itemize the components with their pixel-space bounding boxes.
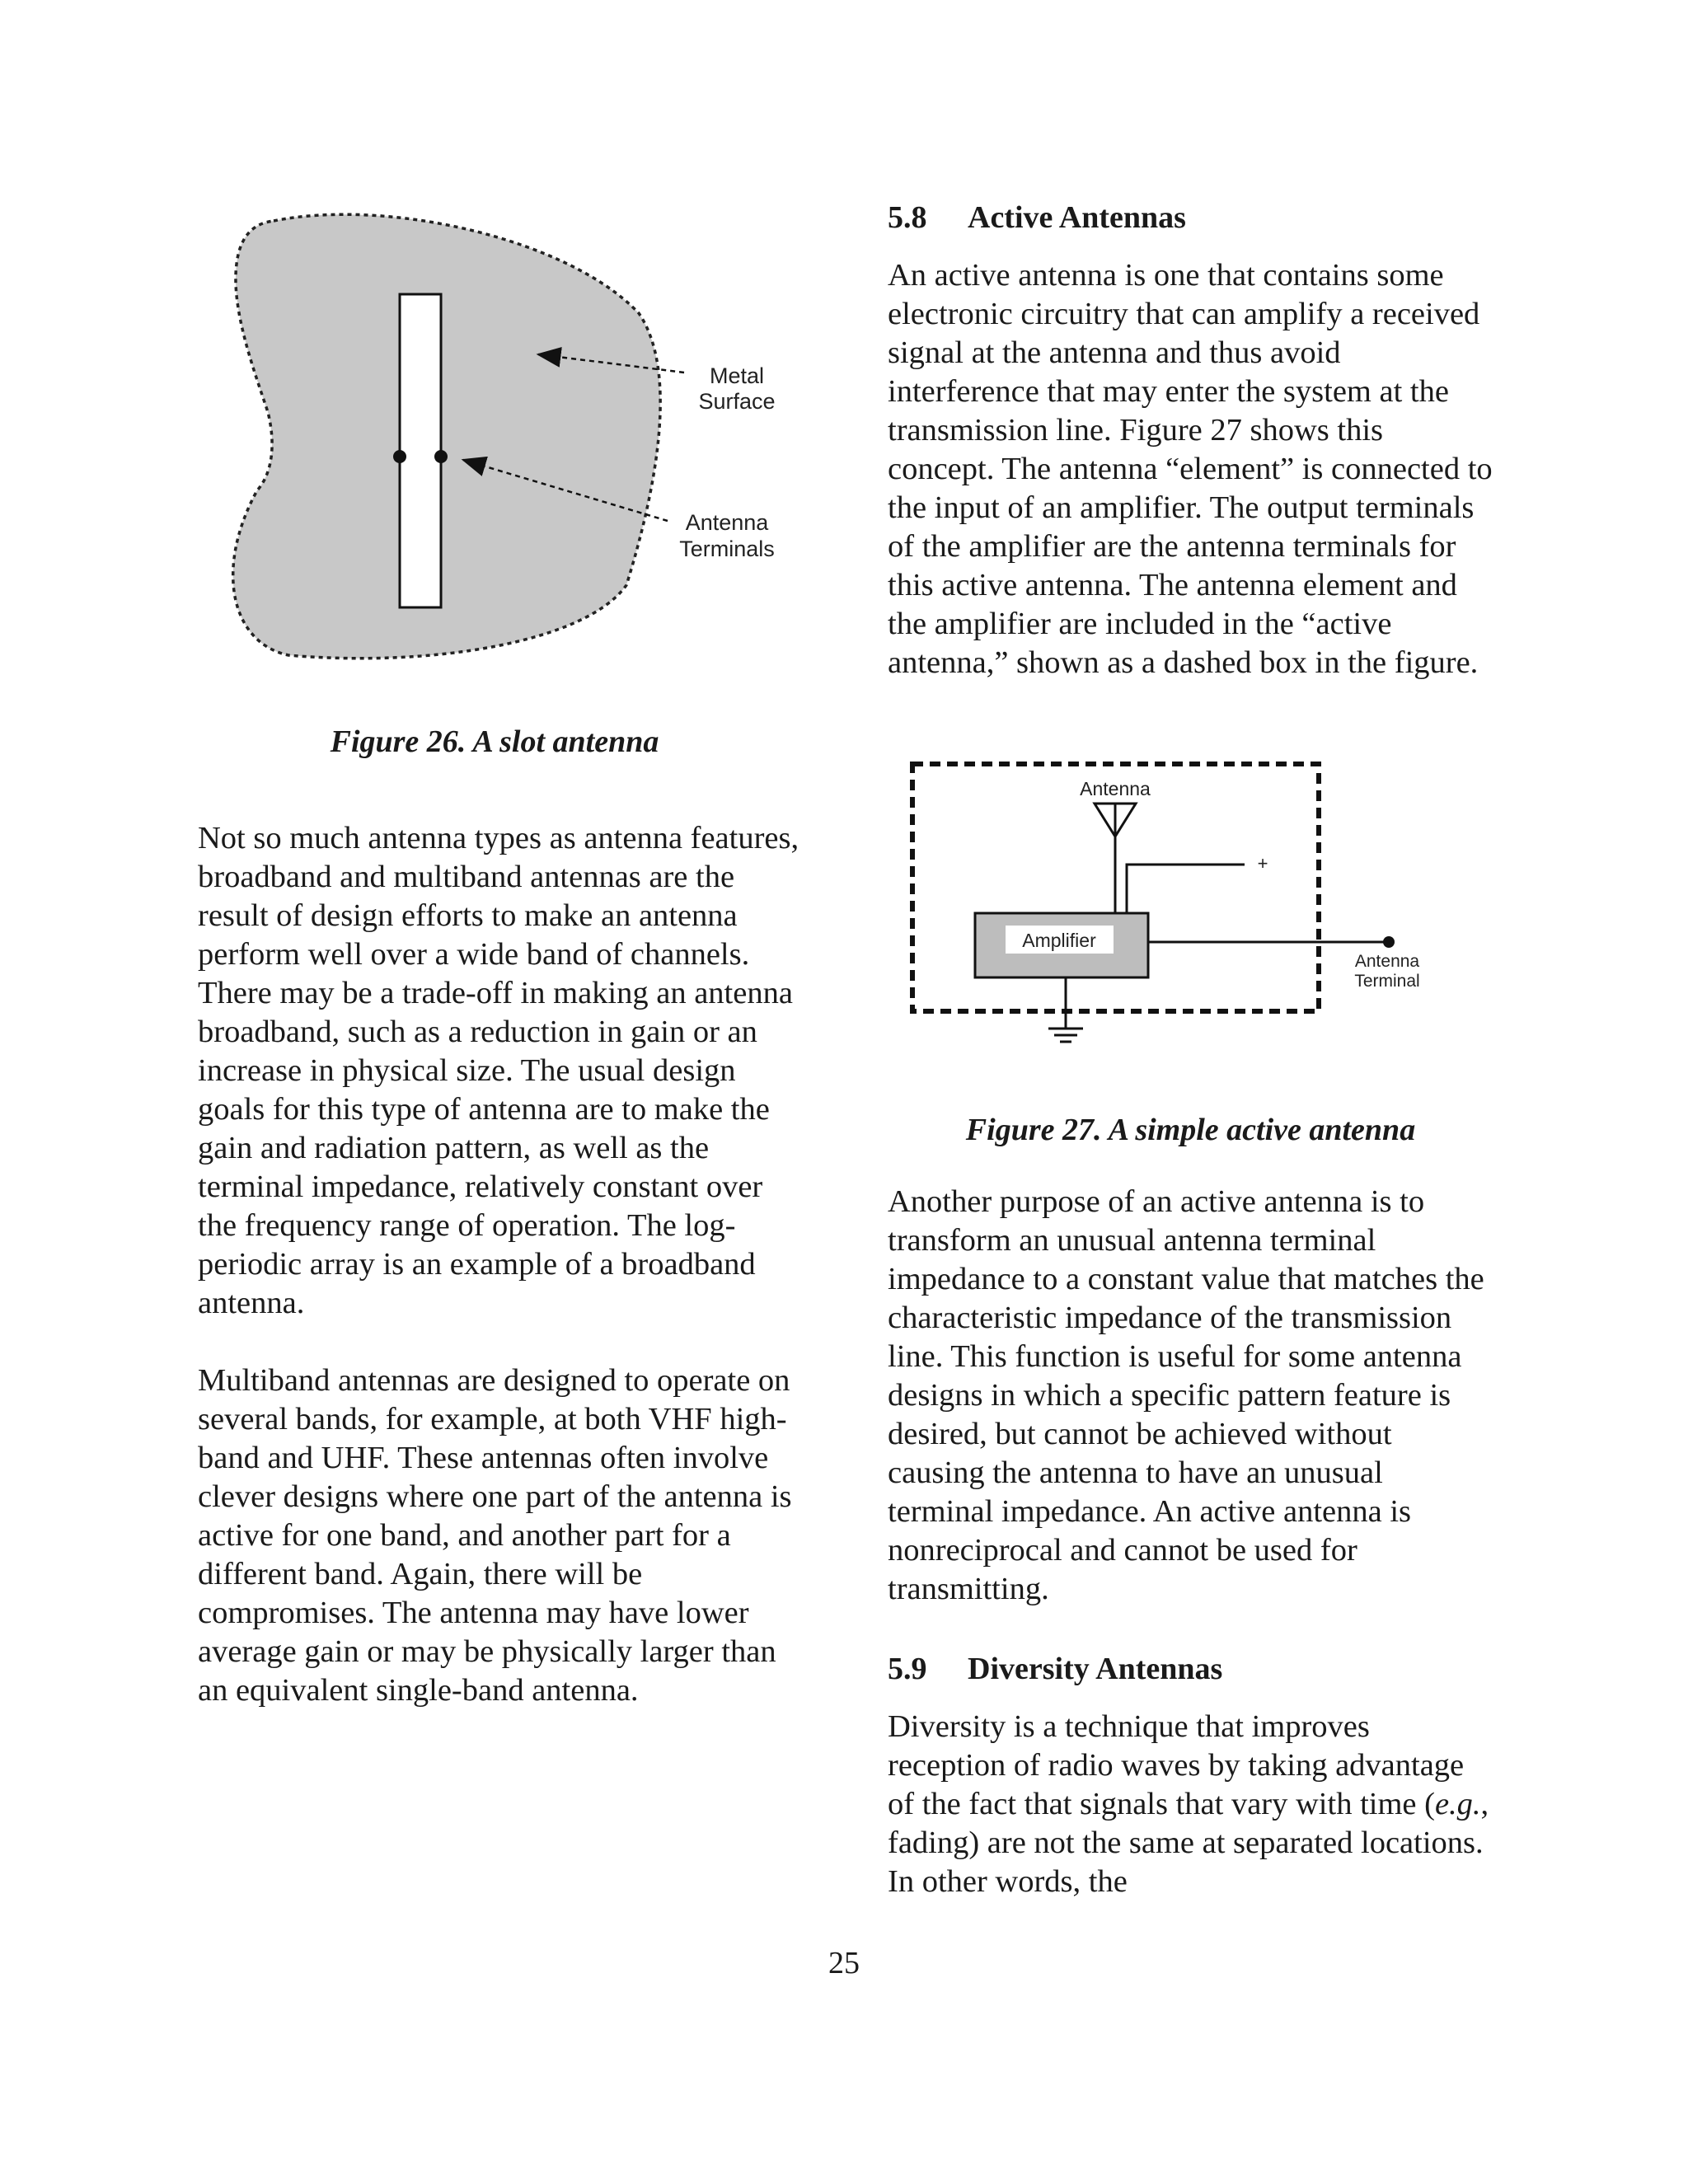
diversity-text-part-2: , fading) are not the same at separated locations. In other words, the	[888, 1787, 1489, 1899]
terminal-dot-left	[393, 450, 406, 463]
power-line	[1127, 865, 1245, 913]
section-heading-5-8	[888, 199, 1186, 236]
diversity-text-italic: e.g.	[1434, 1787, 1481, 1821]
active-antennas-paragraph-2: Another purpose of an active antenna is to transform an unusual antenna terminal impedance to a constant value that matches the characteristic impedance of the transmission line. This function is useful for some antenna designs in which a specific pattern feature is desired, but cannot be achieved without causing the antenna to have an unusual terminal impedance. An active antenna is nonreciprocal and cannot be used for transmitting.	[888, 1184, 1484, 1606]
terminal-dot-right	[434, 450, 448, 463]
amplifier-label: Amplifier	[1022, 930, 1096, 951]
diversity-text-part-1: Diversity is a technique that improves reception of radio waves by taking advantage of the fact that signals that vary with time (	[888, 1709, 1465, 1821]
figure-26-slot-antenna	[223, 198, 816, 692]
terminals-label-line1: Antenna	[685, 510, 769, 535]
active-antennas-paragraph-1: An active antenna is one that contains some electronic circuitry that can amplify a received signal at the antenna and thus avoid interference that may enter the system at the transmission line. Figure 27 shows this concept. The antenna “element” is connected to the input of an amplifier. The output terminals of the amplifier are the antenna terminals for this active antenna. The antenna element and the amplifier are included in the “active antenna,” shown as a dashed box in the figure.	[888, 258, 1493, 680]
metal-label-line2: Surface	[698, 389, 776, 414]
terminal-dot	[1383, 936, 1395, 948]
figure-26-caption: Figure 26. A slot antenna	[330, 724, 659, 759]
section-heading-5-9	[888, 1651, 1222, 1687]
metal-surface-shape	[233, 214, 660, 658]
section-number-5-9: 5.9	[888, 1652, 927, 1686]
left-paragraph-1: Not so much antenna types as antenna features, broadband and multiband antennas are the result of design efforts to make an antenna perform well over a wide band of channels. There may be a trade-off in making an antenna broadband, such as a reduction in gain or an increase in physical size. The usual design goals for this type of antenna are to make the gain and radiation pattern, as well as the terminal impedance, relatively constant over the frequency range of operation. The log-periodic array is an example of a broadband antenna.	[198, 821, 799, 1320]
metal-label-line1: Metal	[709, 363, 765, 388]
figure-27-active-antenna	[903, 754, 1463, 1051]
section-title-5-8: Active Antennas	[968, 200, 1186, 235]
section-number-5-8: 5.8	[888, 200, 927, 235]
slot-rectangle	[400, 294, 441, 607]
page-number: 25	[828, 1946, 860, 1980]
terminal-label-line2: Terminal	[1354, 972, 1420, 991]
diversity-antennas-paragraph-1	[888, 1708, 1493, 1901]
section-title-5-9: Diversity Antennas	[968, 1652, 1223, 1686]
plus-label: +	[1257, 853, 1268, 874]
antenna-label: Antenna	[1080, 778, 1151, 799]
left-paragraph-2: Multiband antennas are designed to operate on several bands, for example, at both VHF high-band and UHF. These antennas often involve clever designs where one part of the antenna is active for one band, and another part for a different band. Again, there will be compromises. The antenna may have lower average gain or may be physically larger than an equivalent single-band antenna.	[198, 1363, 792, 1708]
terminals-label-line2: Terminals	[679, 537, 775, 561]
terminal-label-line1: Antenna	[1354, 952, 1420, 971]
figure-27-caption: Figure 27. A simple active antenna	[965, 1113, 1416, 1147]
